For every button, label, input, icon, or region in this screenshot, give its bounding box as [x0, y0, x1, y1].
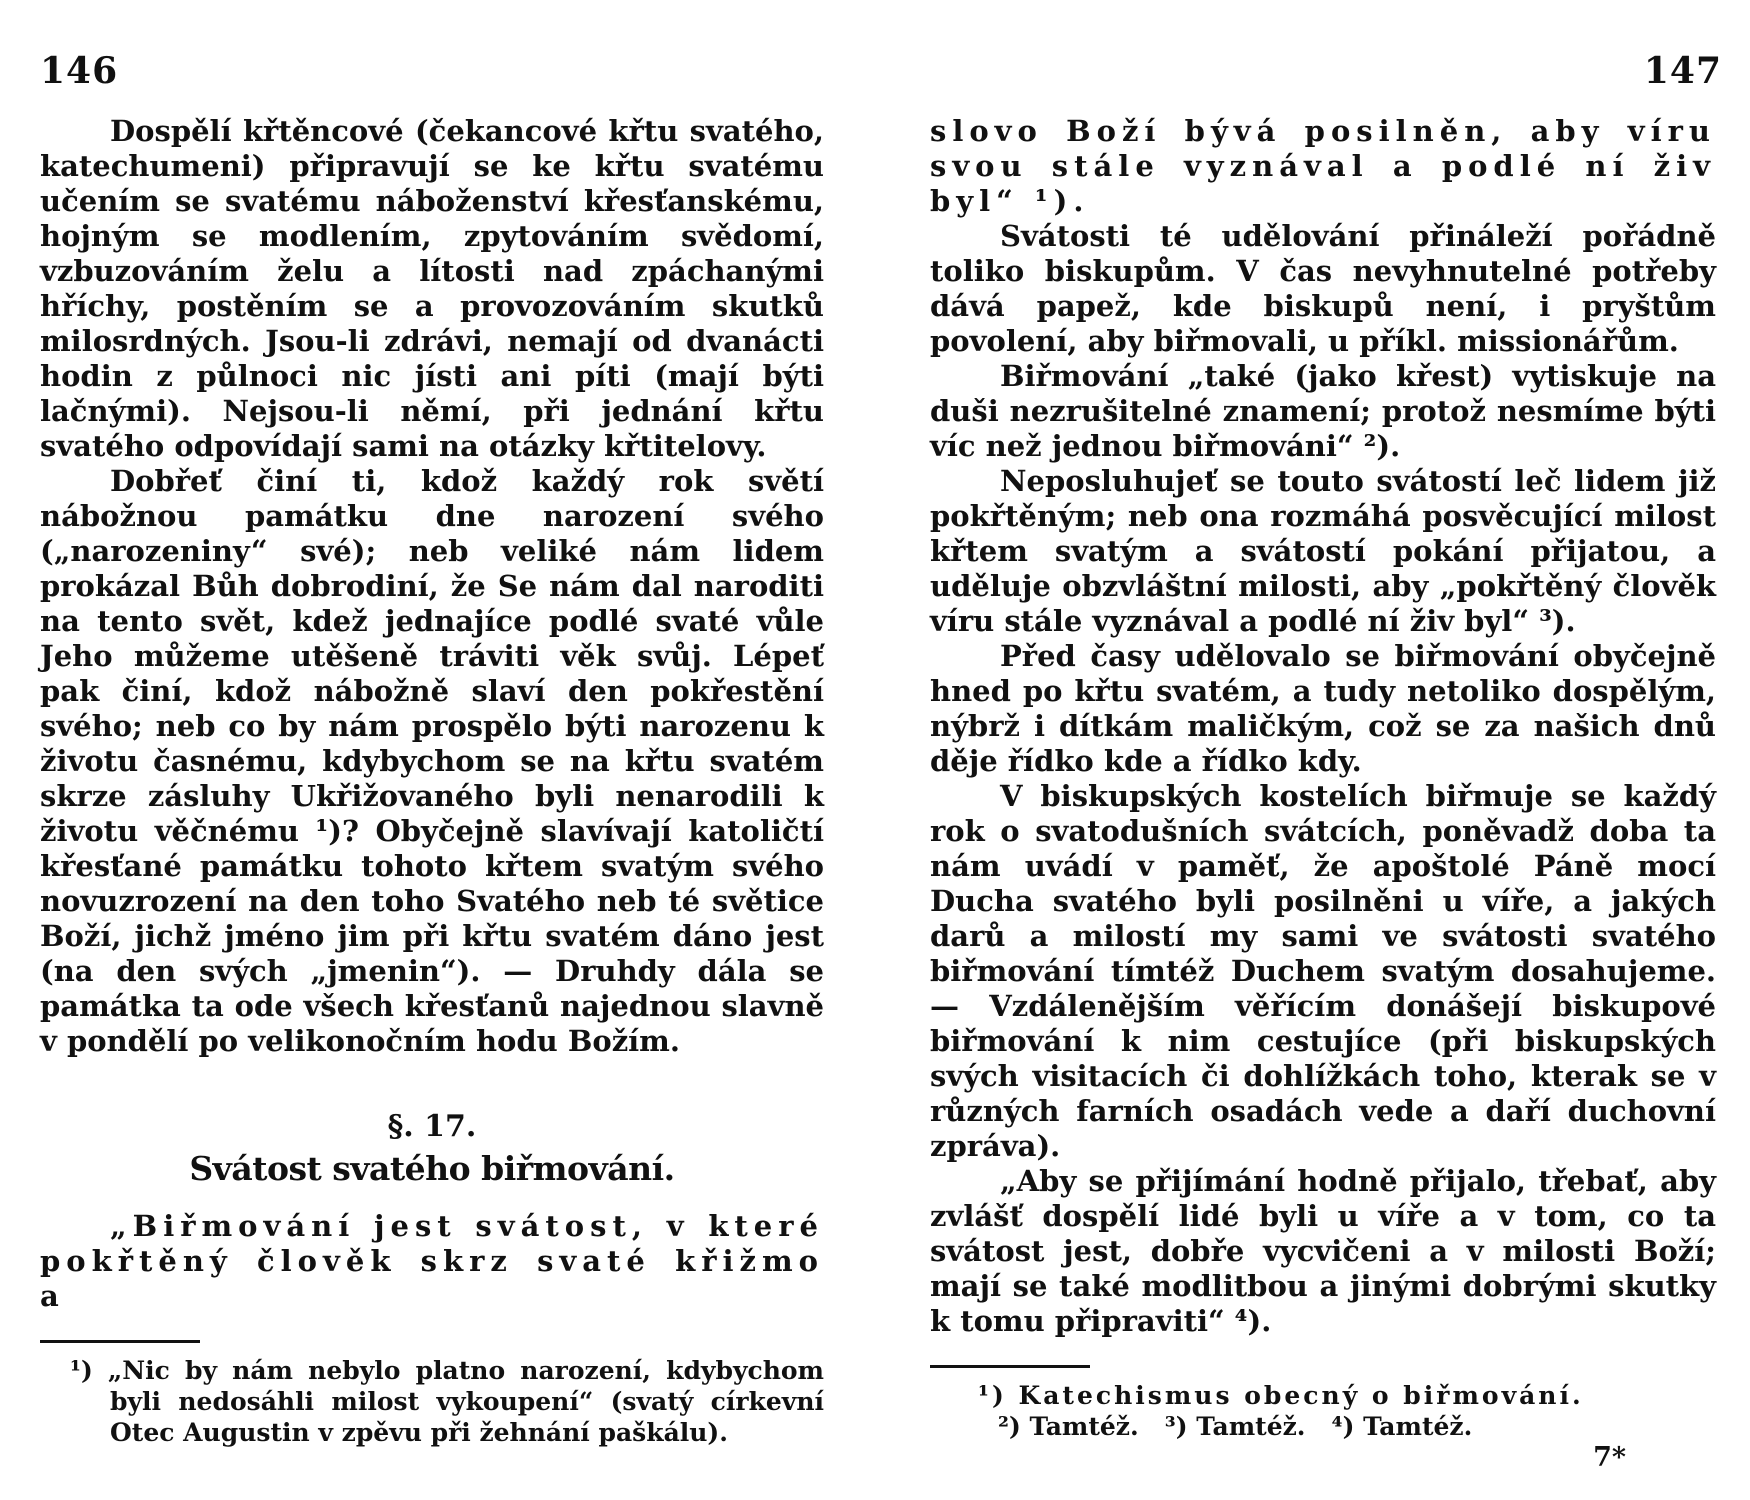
paragraph: „Aby se přijímání hodně přijalo, třebať, aby zvlášť dospělí lidé byli u víře a v tom, co ta svátost jest, dobře vycvičeni a v milosti Boží; mají se také modlitbou a jinými dobrými skutky k tomu připraviti“ ⁴).	[930, 1164, 1716, 1338]
paragraph: Neposluhujeť se touto svátostí leč lidem již pokřtěným; neb ona rozmáhá posvěcující milost křtem svatým a svátostí pokání přijatou, a uděluje obzvláštní milosti, aby „pokřtěný člověk víru stále vyznával a podlé ní živ byl“ ³).	[930, 464, 1716, 638]
footnote: ¹) Katechismus obecný o biřmování.	[978, 1381, 1584, 1410]
footnote: ¹) „Nic by nám nebylo platno narození, kdybychom byli nedosáhli milost vykoupení“ (svatý církevní Otec Augustin v zpěvu při žehnání paškálu).	[70, 1356, 824, 1447]
section-number: §. 17.	[387, 1109, 477, 1144]
paragraph: Před časy udělovalo se biřmování obyčejně hned po křtu svatém, a tudy netoliko dospělým, nýbrž i dítkám maličkým, což se za našich dnů děje řídko kde a řídko kdy.	[930, 639, 1716, 778]
footnote-divider	[40, 1340, 200, 1343]
left-column	[40, 114, 824, 1448]
section-title: Svátost svatého biřmování.	[189, 1149, 675, 1188]
paragraph: Dospělí křtěncové (čekancové křtu svatého, katechumeni) připravují se ke křtu svatému učením se svatému náboženství křesťanskému, hojným se modlením, zpytováním svědomí, vzbuzováním želu a lítosti nad zpáchanými hříchy, postěním se a provozováním skutků milosrdných. Jsou-li zdrávi, nemají od dvanácti hodin z půlnoci nic jísti ani píti (mají býti lačnými). Nejsou-li němí, při jednání křtu svatého odpovídají sami na otázky křtitelovy.	[40, 114, 824, 463]
footnote: ²) Tamtéž. ³) Tamtéž. ⁴) Tamtéž.	[998, 1412, 1473, 1441]
page-number-left: 146	[40, 50, 119, 92]
paragraph: Dobřeť činí ti, kdož každý rok světí nábožnou památku dne narození svého („narozeniny“ své); neb veliké nám lidem prokázal Bůh dobrodiní, že Se nám dal naroditi na tento svět, kdež jednajíce podlé svaté vůle Jeho můžeme utěšeně tráviti věk svůj. Lépeť pak činí, kdož nábožně slaví den pokřestění svého; neb co by nám prospělo býti narozenu k životu časnému, kdybychom se na křtu svatém skrze zásluhy Ukřižovaného byli nenarodili k životu věčnému ¹)? Obyčejně slavívají katoličtí křesťané památku tohoto křtem svatým svého novuzrození na den toho Svatého neb té světice Boží, jichž jméno jim při křtu svatém dáno jest (na den svých „jmenin“). — Druhdy dála se památka ta ode všech křesťanů najednou slavně v pondělí po velikonočním hodu Božím.	[40, 464, 824, 1058]
footnotes-right	[930, 1380, 1716, 1473]
footnote-divider	[930, 1365, 1090, 1368]
paragraph: Biřmování „také (jako křest) vytiskuje na duši nezrušitelné znamení; protož nesmíme býti víc než jednou biřmováni“ ²).	[930, 359, 1716, 463]
section-heading	[40, 1107, 824, 1191]
page-number-right: 147	[1643, 50, 1722, 92]
right-column	[930, 114, 1716, 1473]
section-paragraph: „Biřmování jest svátost, v které pokřtěný člověk skrz svaté křižmo a	[40, 1209, 824, 1313]
right-page	[875, 0, 1750, 1500]
footnotes-left	[40, 1355, 824, 1448]
continued-paragraph: slovo Boží bývá posilněn, aby víru svou stále vyznával a podlé ní živ byl“ ¹).	[930, 114, 1716, 218]
paragraph: V biskupských kostelích biřmuje se každý rok o svatodušních svátcích, poněvadž doba ta nám uvádí v paměť, že apoštolé Páně mocí Ducha svatého byli posilněni u víře, a jakých darů a milostí my sami ve svátosti svatého biřmování tímtéž Duchem svatým dosahujeme. — Vzdálenějším věřícím donášejí biskupové biřmování k nim cestujíce (při biskupských svých visitacích či dohlížkách toho, kterak se v různých farních osadách vede a daří duchovní zpráva).	[930, 779, 1716, 1163]
signature-mark: 7*	[1593, 1442, 1626, 1473]
paragraph: Svátosti té udělování přináleží pořádně toliko biskupům. V čas nevyhnutelné potřeby dává papež, kde biskupů není, i pryštům povolení, aby biřmovali, u příkl. missionářům.	[930, 219, 1716, 358]
